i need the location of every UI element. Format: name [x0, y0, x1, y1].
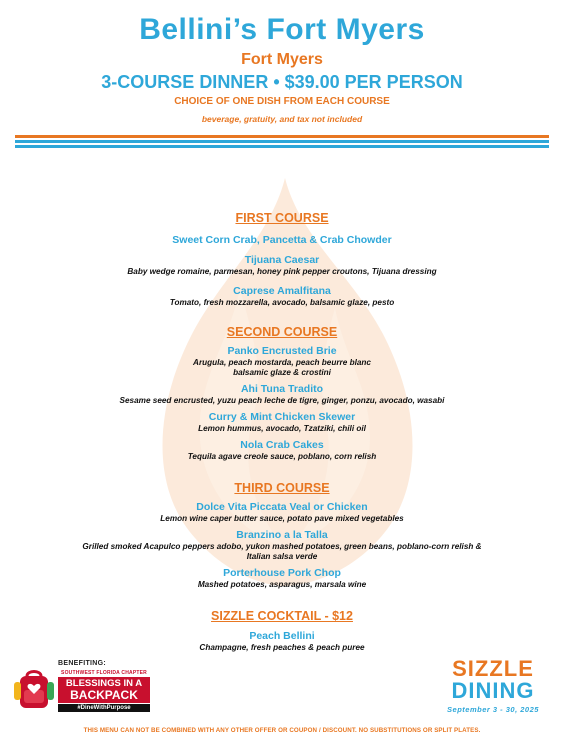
dish-name: Peach Bellini [249, 630, 315, 642]
dish-name: Tijuana Caesar [244, 254, 320, 266]
dish-item [0, 285, 564, 308]
dish-item [0, 411, 564, 434]
dish-name: Dolce Vita Piccata Veal or Chicken [196, 501, 368, 513]
dish-name: Branzino a la Talla [236, 529, 328, 541]
benefit-chapter: SOUTHWEST FLORIDA CHAPTER [61, 670, 147, 676]
dish-item [0, 501, 564, 524]
header-divider-stripes [15, 135, 549, 150]
dish-description: Mashed potatoes, asparagus, marsala wine [197, 580, 367, 589]
dining-word: DINING [451, 678, 535, 703]
stripe-blue [15, 145, 549, 148]
dish-item [0, 439, 564, 462]
dish-description: Arugula, peach mostarda, peach beurre blanc [193, 358, 371, 367]
benefit-logo [12, 660, 152, 718]
benefit-org-name [58, 677, 150, 703]
dish-item [0, 630, 564, 653]
city-name: Fort Myers [241, 51, 323, 68]
backpack-icon [12, 668, 56, 712]
dish-description: Tomato, fresh mozzarella, avocado, balsamic glaze, pesto [169, 298, 395, 307]
restaurant-name: Bellini’s Fort Myers [139, 13, 425, 46]
course-section [0, 324, 564, 462]
dish-name: Ahi Tuna Tradito [240, 383, 324, 395]
dish-description: Tequila agave creole sauce, poblano, corn relish [187, 452, 377, 461]
stripe-blue [15, 140, 549, 143]
choice-instruction: CHOICE OF ONE DISH FROM EACH COURSE [174, 96, 390, 107]
benefit-org-line2: BACKPACK [70, 688, 138, 702]
course-section [0, 480, 564, 590]
dish-name: Panko Encrusted Brie [227, 345, 337, 357]
menu-courses [0, 210, 564, 653]
dish-item [0, 234, 564, 247]
dish-description: Champagne, fresh peaches & peach puree [199, 643, 365, 652]
course-title: FIRST COURSE [235, 211, 329, 225]
course-title: SIZZLE COCKTAIL - $12 [211, 609, 353, 623]
stripe-orange [15, 135, 549, 138]
content [0, 0, 564, 125]
dish-item [0, 383, 564, 406]
benefit-org-block [58, 670, 150, 712]
dish-description: Lemon hummus, avocado, Tzatziki, chili oil [198, 424, 366, 433]
menu-header [0, 0, 564, 125]
dish-description-continued: balsamic glaze & crostini [233, 368, 331, 377]
dish-item [0, 254, 564, 277]
dish-name: Curry & Mint Chicken Skewer [208, 411, 356, 423]
extras-note: beverage, gratuity, and tax not included [201, 114, 363, 124]
menu-disclaimer: THIS MENU CAN NOT BE COMBINED WITH ANY OTHER OFFER OR COUPON / DISCOUNT. NO SUBSTITUTIONS OR SPLIT PLATES. [83, 727, 481, 734]
price-line: 3-COURSE DINNER • $39.00 PER PERSON [101, 72, 463, 92]
course-title: THIRD COURSE [234, 481, 330, 495]
benefit-label: BENEFITING: [58, 660, 107, 667]
sizzle-word: SIZZLE [452, 656, 534, 681]
dish-item [0, 345, 564, 378]
benefit-hashtag: #DineWithPurpose [58, 704, 150, 712]
dish-name: Caprese Amalfitana [233, 285, 331, 297]
course-section [0, 210, 564, 308]
dish-item [0, 529, 564, 562]
dish-description: Sesame seed encrusted, yuzu peach leche de tigre, ginger, ponzu, avocado, wasabi [119, 396, 445, 405]
dish-description: Grilled smoked Acapulco peppers adobo, yukon mashed potatoes, green beans, poblano-corn relish & [82, 542, 482, 551]
dish-description: Lemon wine caper butter sauce, potato pave mixed vegetables [160, 514, 404, 523]
dish-description: Baby wedge romaine, parmesan, honey pink pepper croutons, Tijuana dressing [127, 267, 437, 276]
dish-item [0, 567, 564, 590]
course-title: SECOND COURSE [226, 325, 338, 339]
dish-name: Porterhouse Pork Chop [223, 567, 341, 579]
dish-name: Sweet Corn Crab, Pancetta & Crab Chowder [172, 234, 392, 246]
event-dates: September 3 - 30, 2025 [447, 705, 539, 714]
dish-description-continued: Italian salsa verde [246, 552, 318, 561]
dish-name: Nola Crab Cakes [240, 439, 324, 451]
benefit-org-line1: BLESSINGS IN A [65, 678, 143, 689]
sizzle-dining-logo [430, 658, 556, 720]
course-section [0, 608, 564, 653]
